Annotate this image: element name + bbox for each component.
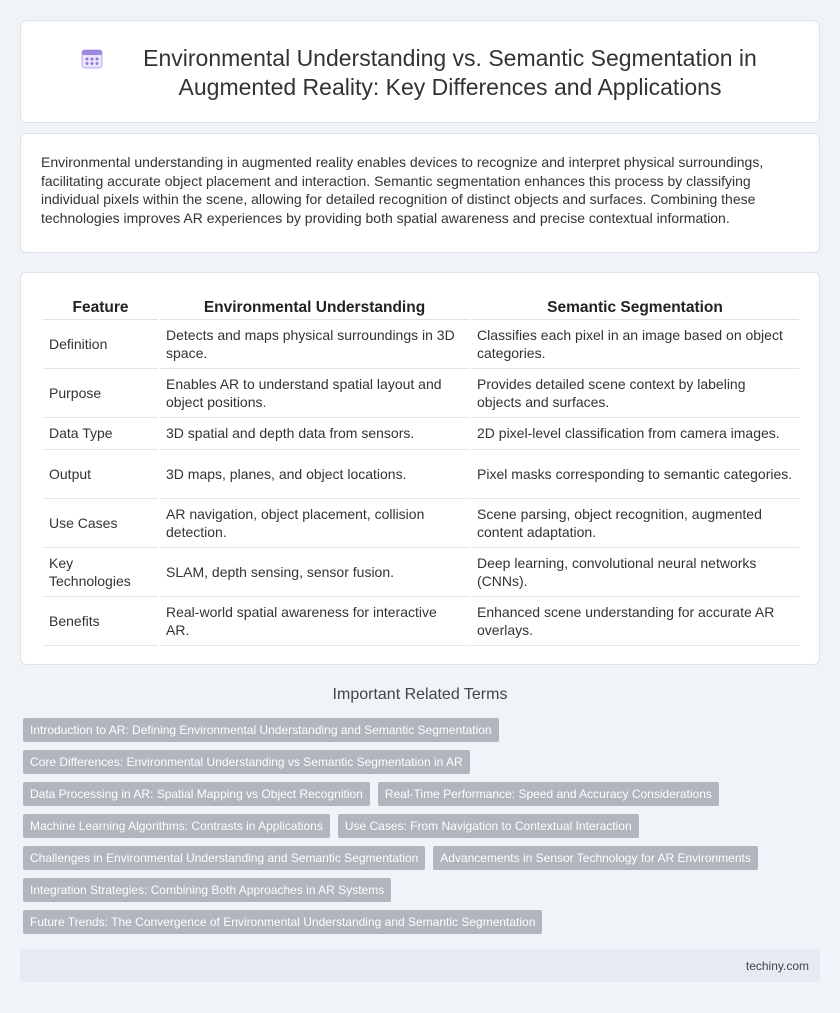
related-term-tag[interactable]: Introduction to AR: Defining Environmental Understanding and Semantic Segmentation xyxy=(23,718,499,742)
intro-card xyxy=(20,133,820,253)
related-term-tag[interactable]: Challenges in Environmental Understanding and Semantic Segmentation xyxy=(23,846,425,870)
header-semantic-segmentation: Semantic Segmentation xyxy=(470,297,799,319)
row-semantic-cell: Provides detailed scene context by labeling objects and surfaces. xyxy=(470,368,799,417)
header-feature: Feature xyxy=(43,297,159,319)
table-row xyxy=(43,319,799,368)
row-semantic-cell: Classifies each pixel in an image based on object categories. xyxy=(470,319,799,368)
footer-site-link[interactable]: techiny.com xyxy=(745,959,809,973)
page-title: Environmental Understanding vs. Semantic Segmentation in Augmented Reality: Key Differences and Applications xyxy=(143,45,757,100)
table-header-row xyxy=(43,297,799,319)
row-environmental-cell: Detects and maps physical surroundings in 3D space. xyxy=(159,319,470,368)
row-semantic-cell: Pixel masks corresponding to semantic categories. xyxy=(470,449,799,498)
row-environmental-cell: 3D spatial and depth data from sensors. xyxy=(159,417,470,449)
row-semantic-cell: Enhanced scene understanding for accurate AR overlays. xyxy=(470,596,799,645)
related-terms-heading: Important Related Terms xyxy=(332,686,508,703)
related-terms-list xyxy=(23,718,803,934)
row-feature: Data Type xyxy=(43,417,159,449)
related-term-tag[interactable]: Future Trends: The Convergence of Environmental Understanding and Semantic Segmentation xyxy=(23,910,542,934)
row-semantic-cell: 2D pixel-level classification from camera images. xyxy=(470,417,799,449)
row-environmental-cell: Enables AR to understand spatial layout and object positions. xyxy=(159,368,470,417)
table-row xyxy=(43,498,799,547)
comparison-table xyxy=(43,297,799,646)
row-feature: Purpose xyxy=(43,368,159,417)
row-environmental-cell: AR navigation, object placement, collision detection. xyxy=(159,498,470,547)
table-row xyxy=(43,417,799,449)
table-row xyxy=(43,449,799,498)
table-row xyxy=(43,368,799,417)
related-term-tag[interactable]: Use Cases: From Navigation to Contextual Interaction xyxy=(338,814,639,838)
table-row xyxy=(43,547,799,596)
row-feature: Benefits xyxy=(43,596,159,645)
related-term-tag[interactable]: Core Differences: Environmental Understanding vs Semantic Segmentation in AR xyxy=(23,750,470,774)
comparison-table-card xyxy=(20,272,820,665)
row-semantic-cell: Scene parsing, object recognition, augmented content adaptation. xyxy=(470,498,799,547)
row-feature: Key Technologies xyxy=(43,547,159,596)
row-feature: Definition xyxy=(43,319,159,368)
intro-paragraph: Environmental understanding in augmented reality enables devices to recognize and interpret physical surroundings, facilitating accurate object placement and interaction. Semantic segmentation enhances this process by classifying individual pixels within the scene, allowing for detailed recognition of distinct objects and surfaces. Combining these technologies improves AR experiences by providing both spatial awareness and precise contextual information. xyxy=(41,154,764,226)
row-environmental-cell: SLAM, depth sensing, sensor fusion. xyxy=(159,547,470,596)
related-term-tag[interactable]: Machine Learning Algorithms: Contrasts in Applications xyxy=(23,814,330,838)
related-term-tag[interactable]: Real-Time Performance: Speed and Accuracy Considerations xyxy=(378,782,719,806)
header-environmental-understanding: Environmental Understanding xyxy=(159,297,470,319)
related-term-tag[interactable]: Integration Strategies: Combining Both Approaches in AR Systems xyxy=(23,878,391,902)
footer xyxy=(20,949,820,982)
row-environmental-cell: 3D maps, planes, and object locations. xyxy=(159,449,470,498)
related-term-tag[interactable]: Advancements in Sensor Technology for AR Environments xyxy=(433,846,758,870)
row-feature: Use Cases xyxy=(43,498,159,547)
row-environmental-cell: Real-world spatial awareness for interactive AR. xyxy=(159,596,470,645)
row-feature: Output xyxy=(43,449,159,498)
related-term-tag[interactable]: Data Processing in AR: Spatial Mapping vs Object Recognition xyxy=(23,782,370,806)
table-row xyxy=(43,596,799,645)
row-semantic-cell: Deep learning, convolutional neural networks (CNNs). xyxy=(470,547,799,596)
title-card xyxy=(20,20,820,123)
